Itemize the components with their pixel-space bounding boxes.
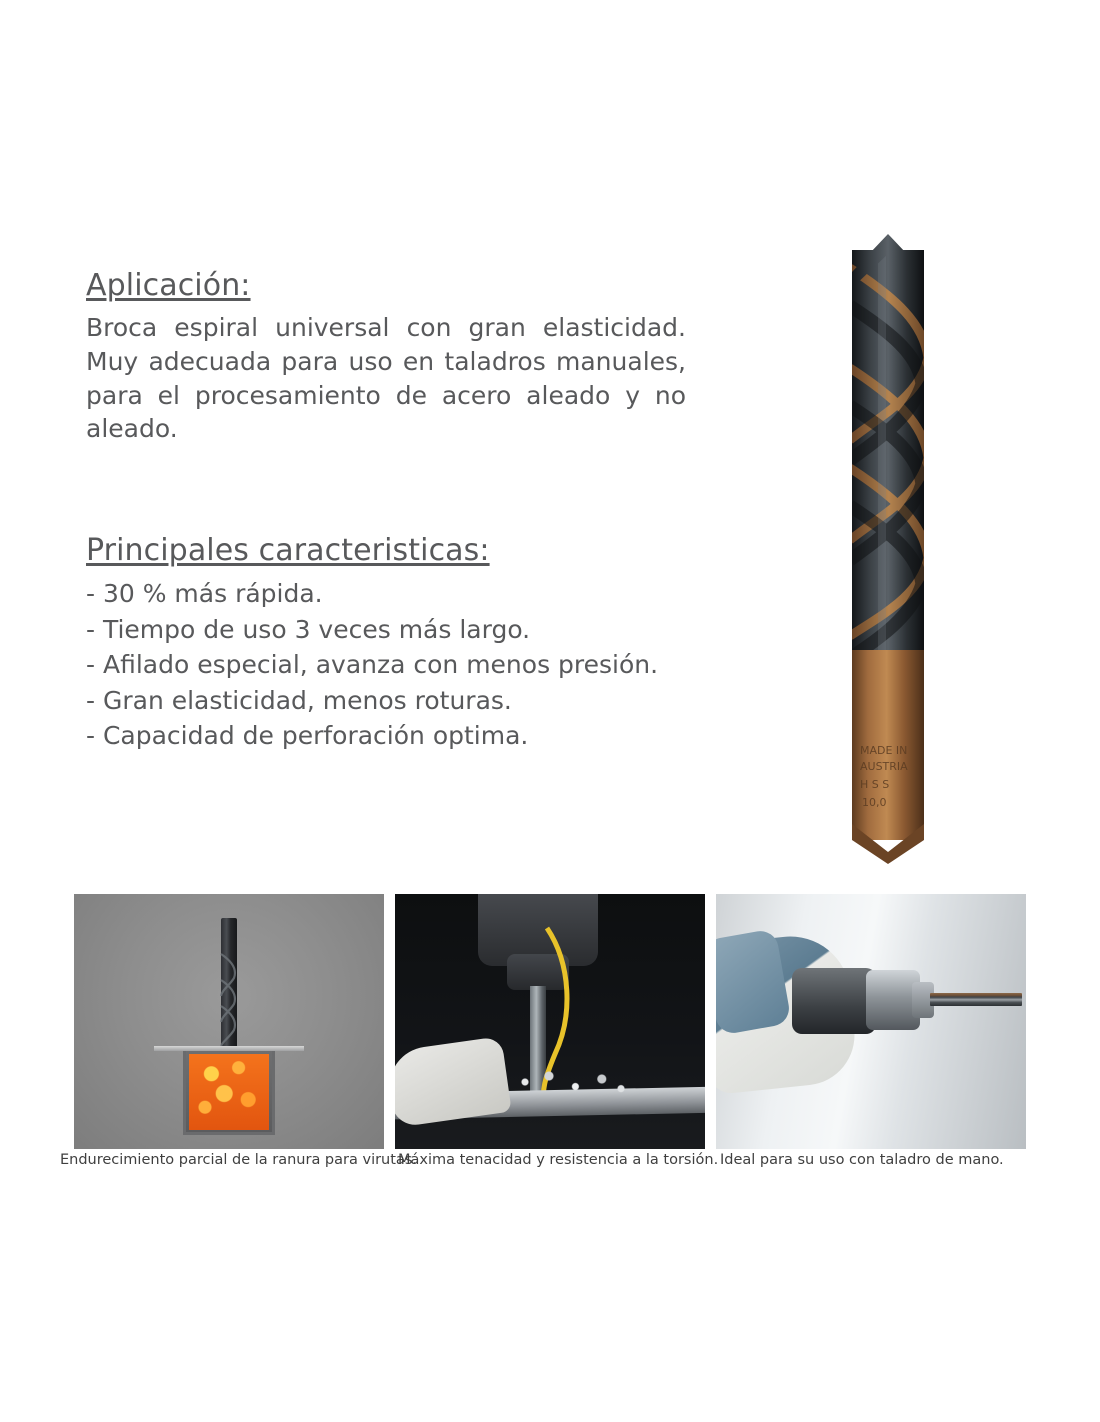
photo-hand-drill bbox=[716, 894, 1026, 1149]
list-item: - Afilado especial, avanza con menos presión. bbox=[86, 650, 659, 679]
hero-drill-bit-image bbox=[800, 228, 1030, 868]
photo-strip bbox=[74, 894, 1026, 1149]
photo3-drill-body bbox=[792, 968, 876, 1034]
svg-text:H S S: H S S bbox=[860, 778, 890, 791]
list-item: - Capacidad de perforación optima. bbox=[86, 721, 529, 750]
application-section bbox=[86, 268, 726, 446]
features-section bbox=[86, 533, 726, 754]
list-item: - 30 % más rápida. bbox=[86, 579, 323, 608]
caption-hardening: Endurecimiento parcial de la ranura para virutas. bbox=[60, 1152, 417, 1168]
photo-toughness bbox=[395, 894, 705, 1149]
photo-captions bbox=[60, 1152, 1040, 1168]
application-body: Broca espiral universal con gran elasticidad. Muy adecuada para uso en taladros manuales, para el procesamiento de acero aleado y no aleado. bbox=[86, 313, 686, 444]
photo2-metal-chips bbox=[513, 1070, 633, 1100]
caption-toughness: Máxima tenacidad y resistencia a la torsión. bbox=[398, 1152, 719, 1168]
svg-text:10,0: 10,0 bbox=[862, 796, 887, 809]
photo3-bit bbox=[930, 993, 1022, 1006]
features-heading: Principales caracteristicas: bbox=[86, 533, 490, 568]
photo1-molten-block bbox=[189, 1054, 269, 1130]
drill-bit-illustration bbox=[800, 228, 1030, 868]
svg-text:MADE IN: MADE IN bbox=[860, 744, 908, 757]
list-item: - Tiempo de uso 3 veces más largo. bbox=[86, 614, 531, 644]
features-list bbox=[86, 576, 726, 754]
list-item: - Gran elasticidad, menos roturas. bbox=[86, 685, 512, 715]
svg-text:AUSTRIA: AUSTRIA bbox=[860, 760, 908, 773]
application-heading: Aplicación: bbox=[86, 268, 251, 303]
caption-hand-drill: Ideal para su uso con taladro de mano. bbox=[720, 1152, 1004, 1168]
photo1-flute bbox=[220, 950, 238, 1046]
photo-hardening bbox=[74, 894, 384, 1149]
